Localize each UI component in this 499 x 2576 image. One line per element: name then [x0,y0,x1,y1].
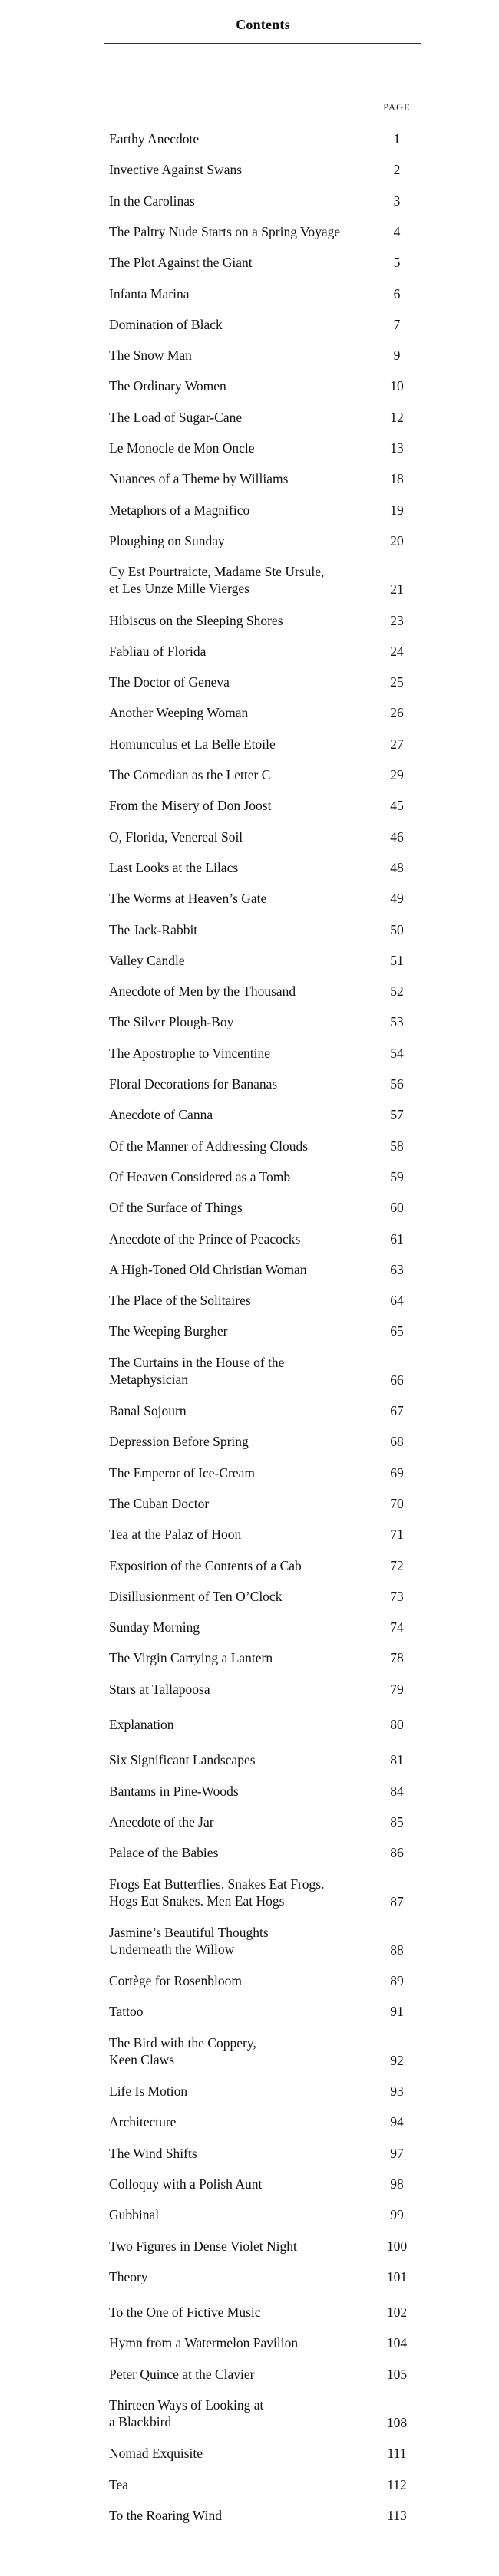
toc-entry-title-line: Another Weeping Woman [109,705,249,721]
toc-entry-title [109,563,379,597]
toc-entry-title-line: The Emperor of Ice-Cream [109,1464,255,1481]
toc-entry-page: 99 [390,2207,404,2223]
toc-entry-page: 100 [386,2238,408,2254]
toc-entry-title [109,1168,379,1185]
toc-entry-title-line: The Load of Sugar-Cane [109,409,243,425]
toc-entry-title-line: From the Misery of Don Joost [109,798,272,814]
toc-entry-page: 70 [390,1495,404,1511]
toc-entry-title-line: Tattoo [109,2004,144,2020]
toc-entry-title [109,2445,379,2462]
toc-entry-page: 26 [390,705,404,721]
toc-entry-page: 60 [390,1200,404,1216]
toc-entry-title-line: The Paltry Nude Starts on a Spring Voyage [109,223,341,239]
toc-entry-title-line: Six Significant Landscapes [109,1752,256,1768]
toc-entry-page: 59 [390,1168,404,1184]
toc-entry-page: 67 [390,1403,404,1418]
toc-entry-title [109,2507,379,2524]
toc-entry-page: 21 [390,581,404,598]
toc-entry-page: 68 [390,1434,404,1450]
toc-entry-title [109,1230,379,1247]
toc-entry-page: 6 [393,285,401,301]
toc-entry-title [109,2034,379,2068]
toc-entry-title [109,1261,379,1278]
toc-entry-title [109,532,379,549]
toc-entry-page: 71 [390,1527,404,1543]
toc-entry-page: 78 [390,1650,404,1666]
toc-entry-page: 79 [390,1681,404,1697]
toc-entry-title [109,1138,379,1155]
toc-entry-title-line: The Wind Shifts [109,2145,197,2161]
toc-entry-title-line: Earthy Anecdote [109,131,200,147]
toc-entry-title-line: Anecdote of the Jar [109,1813,214,1830]
toc-entry-title-line: Tea [109,2476,129,2492]
toc-entry-title [109,736,379,753]
toc-entry-title [109,1292,379,1309]
toc-entry-title-line: The Weeping Burgher [109,1323,228,1339]
toc-entry-title-line: Tea at the Palaz of Hoon [109,1527,242,1543]
toc-entry-title-line: Metaphors of a Magnifico [109,502,250,518]
toc-entry-title-line: Frogs Eat Butterflies. Snakes Eat Frogs. [109,1876,325,1892]
toc-entry-title [109,2476,379,2493]
toc-entry-title [109,470,379,487]
page-header [104,0,421,44]
toc-entry-title-line: The Doctor of Geneva [109,674,230,690]
toc-entry-title-line: Gubbinal [109,2207,160,2223]
toc-entry-title [109,1433,379,1450]
toc-entry-page: 13 [390,440,404,456]
toc-entry-title [109,1495,379,1512]
toc-entry-title-line: Colloquy with a Polish Aunt [109,2176,263,2192]
toc-entry-title [109,1876,379,1909]
toc-entry-title [109,1844,379,1861]
toc-entry-title [109,704,379,721]
toc-entry-title-line: Thirteen Ways of Looking at [109,2397,264,2413]
toc-entry-page: 58 [390,1138,404,1154]
toc-entry-title [109,2176,379,2192]
toc-entry-page: 64 [390,1293,404,1309]
toc-entry-page: 45 [390,798,404,814]
toc-entry-title [109,440,379,456]
toc-entry-title-line: Palace of the Babies [109,1845,219,1861]
toc-entry-title-line: Ploughing on Sunday [109,532,225,548]
toc-entry-title-line: Theory [109,2268,148,2284]
toc-entry-title [109,952,379,969]
toc-entry-title [109,254,379,271]
toc-entry-title [109,1013,379,1030]
toc-entry-page: 69 [390,1464,404,1481]
toc-entry-page: 7 [393,316,401,332]
toc-entry-title [109,502,379,519]
toc-entry-title [109,1199,379,1216]
toc-entry-page: 102 [386,2304,408,2321]
toc-entry-page: 54 [390,1045,404,1061]
toc-entry-page: 25 [390,674,404,690]
toc-entry-title [109,674,379,690]
toc-entry-title [109,1354,379,1388]
toc-entry-page: 9 [393,348,401,364]
toc-entry-title [109,983,379,1000]
toc-entry-page: 104 [386,2335,408,2351]
toc-entry-page: 66 [390,1372,404,1388]
toc-entry-title-line: The Virgin Carrying a Lantern [109,1650,273,1666]
toc-entry-title [109,1751,379,1768]
toc-entry-title-line: The Cuban Doctor [109,1495,210,1511]
toc-entry-title-line: A High-Toned Old Christian Woman [109,1261,307,1277]
toc-entry-title-line: Keen Claws [109,2051,175,2067]
toc-entry-title [109,1783,379,1800]
toc-entry-page: 20 [390,532,404,548]
toc-entry-page: 57 [390,1107,404,1123]
toc-entry-title [109,797,379,814]
toc-entry-page: 72 [390,1557,404,1573]
toc-entry-page: 74 [390,1619,404,1636]
toc-entry-page: 61 [390,1230,404,1247]
toc-entry-title [109,828,379,845]
toc-entry-title-line: Sunday Morning [109,1619,200,1636]
toc-entry-page: 81 [390,1752,404,1768]
toc-entry-page: 53 [390,1014,404,1030]
toc-entry-title [109,2304,379,2321]
toc-entry-page: 18 [390,471,404,487]
toc-entry-title-line: Of the Surface of Things [109,1200,243,1216]
toc-entry-title-line: Of Heaven Considered as a Tomb [109,1168,291,1184]
toc-entry-title-line: Last Looks at the Lilacs [109,859,239,875]
toc-entry-page: 10 [390,378,404,394]
toc-entry-title-line: a Blackbird [109,2414,172,2429]
toc-entry-page: 98 [390,2176,404,2192]
toc-entry-page: 87 [390,1893,404,1909]
toc-entry-title-line: The Comedian as the Letter C [109,767,271,782]
toc-entry-title-line: Exposition of the Contents of a Cab [109,1557,302,1573]
toc-entry-page: 23 [390,612,404,628]
toc-entry-page: 89 [390,1973,404,1989]
toc-entry-title-line: The Plot Against the Giant [109,255,253,271]
toc-entry-page: 29 [390,767,404,782]
toc-entry-title-line: The Place of the Solitaires [109,1293,251,1309]
toc-entry-title [109,1588,379,1605]
toc-entry-title-line: The Bird with the Coppery, [109,2034,256,2051]
toc-entry-title-line: Underneath the Willow [109,1941,235,1957]
toc-entry-title-line: In the Carolinas [109,193,195,209]
toc-entry-page: 94 [390,2114,404,2130]
toc-entry-title-line: The Apostrophe to Vincentine [109,1045,271,1061]
toc-entry-title-line: Anecdote of the Prince of Peacocks [109,1230,301,1247]
toc-entry-page: 108 [386,2415,408,2430]
toc-entry-page: 5 [393,255,401,271]
toc-entry-title [109,1106,379,1123]
toc-entry-title-line: The Silver Plough-Boy [109,1014,234,1030]
toc-entry-page: 73 [390,1588,404,1604]
toc-entry-title-line: Floral Decorations for Bananas [109,1076,278,1092]
toc-entry-page: 91 [390,2004,404,2020]
toc-entry-page: 112 [387,2476,407,2492]
toc-entry-title-line: Life Is Motion [109,2084,188,2099]
toc-entry-page: 63 [390,1261,404,1277]
toc-entry-title-line: Hogs Eat Snakes. Men Eat Hogs [109,1892,285,1909]
toc-entry-title [109,1619,379,1636]
toc-entry-title [109,1402,379,1419]
toc-entry-title [109,130,379,147]
toc-entry-page: 80 [390,1717,404,1732]
toc-entry-page: 56 [390,1076,404,1092]
toc-entry-title-line: Hibiscus on the Sleeping Shores [109,612,283,628]
toc-entry-title-line: Cy Est Pourtraicte, Madame Ste Ursule, [109,564,325,580]
toc-entry-title-line: Domination of Black [109,316,223,332]
toc-entry-title-line: Valley Candle [109,952,185,968]
toc-entry-title [109,161,379,178]
toc-entry-title-line: Hymn from a Watermelon Pavilion [109,2335,299,2351]
toc-entry-title [109,193,379,209]
toc-entry-title [109,643,379,660]
toc-entry-title-line: Fabliau of Florida [109,643,207,659]
toc-entry-page: 50 [390,921,404,937]
toc-entry-page: 88 [390,1942,404,1958]
toc-entry-title-line: Of the Manner of Addressing Clouds [109,1138,309,1154]
toc-entry-title-line: et Les Unze Mille Vierges [109,581,250,597]
toc-entry-page: 92 [390,2052,404,2068]
toc-entry-page: 85 [390,1813,404,1830]
toc-entry-title-line: The Curtains in the House of the [109,1354,285,1370]
toc-entry-title-line: Nomad Exquisite [109,2446,203,2462]
toc-entry-title [109,1649,379,1666]
toc-entry-title [109,2113,379,2130]
toc-entry-page: 51 [390,952,404,968]
toc-entry-title-line: Peter Quince at the Clavier [109,2366,255,2382]
page-column-heading: PAGE [383,102,411,113]
toc-entry-title-line: Stars at Tallapoosa [109,1681,210,1697]
toc-entry-page: 19 [390,502,404,518]
toc-entry-title-line: Invective Against Swans [109,162,243,178]
toc-entry-title [109,1813,379,1830]
toc-entry-title [109,859,379,876]
toc-entry-title-line: Depression Before Spring [109,1434,249,1450]
toc-entry-title [109,285,379,302]
toc-entry-title-line: To the Roaring Wind [109,2507,222,2523]
toc-entry-page: 111 [387,2446,407,2462]
toc-entry-title-line: Explanation [109,1717,174,1732]
toc-entry-title [109,2238,379,2255]
toc-entry-page: 2 [393,162,401,178]
toc-entry-page: 1 [393,131,401,147]
toc-entry-title [109,347,379,364]
toc-entry-page: 27 [390,736,404,752]
toc-entry-page: 52 [390,983,404,1000]
toc-entry-title [109,2003,379,2020]
toc-entry-title-line: The Snow Man [109,348,192,364]
toc-entry-title [109,1972,379,1989]
toc-entry-title-line: The Jack-Rabbit [109,921,198,937]
toc-entry-page: 48 [390,859,404,875]
toc-entry-title-line: The Ordinary Women [109,378,226,394]
toc-entry-title [109,890,379,907]
toc-entry-title [109,2145,379,2162]
toc-entry-title [109,766,379,783]
toc-entry-page: 101 [386,2268,408,2284]
toc-entry-page: 3 [393,193,401,209]
toc-entry-title-line: Cortège for Rosenbloom [109,1973,243,1989]
toc-entry-page: 4 [393,223,401,239]
toc-entry-title [109,1681,379,1698]
toc-entry-title-line: Infanta Marina [109,285,190,301]
toc-entry-title [109,1557,379,1574]
toc-entry-page: 113 [387,2507,407,2523]
toc-entry-title [109,1924,379,1958]
toc-entry-title [109,1076,379,1092]
toc-entry-title-line: Banal Sojourn [109,1403,187,1418]
toc-entry-title [109,2206,379,2223]
toc-entry-title [109,2083,379,2100]
toc-entry-page: 46 [390,828,404,845]
toc-entry-title [109,223,379,240]
toc-entry-title-line: Anecdote of Canna [109,1107,213,1123]
toc-entry-title-line: Anecdote of Men by the Thousand [109,983,296,1000]
toc-entry-title-line: Metaphysician [109,1371,189,1387]
toc-entry-title-line: Architecture [109,2114,177,2130]
toc-entry-page: 86 [390,1845,404,1861]
toc-entry-page: 49 [390,891,404,907]
toc-entry-title [109,612,379,629]
toc-entry-title-line: Le Monocle de Mon Oncle [109,440,255,456]
toc-entry-title-line: Homunculus et La Belle Etoile [109,736,276,752]
toc-entry-title [109,921,379,938]
toc-entry-title-line: Two Figures in Dense Violet Night [109,2238,297,2254]
toc-entry-page: 12 [390,409,404,425]
toc-entry-page: 84 [390,1783,404,1799]
toc-entry-title [109,2396,379,2430]
toc-entry-title [109,1526,379,1543]
toc-entry-title-line: The Worms at Heaven’s Gate [109,891,267,907]
page-title: Contents [236,17,290,32]
toc-entry-title-line: Disillusionment of Ten O’Clock [109,1588,283,1604]
toc-entry-page: 97 [390,2145,404,2161]
toc-entry-title [109,1045,379,1062]
toc-entry-title [109,377,379,394]
toc-entry-title [109,2366,379,2383]
toc-entry-title-line: O, Florida, Venereal Soil [109,828,243,845]
toc-entry-page: 24 [390,643,404,659]
toc-entry-page: 65 [390,1323,404,1339]
toc-entry-title [109,409,379,426]
toc-entry-title-line: To the One of Fictive Music [109,2304,261,2321]
toc-entry-title [109,1464,379,1481]
toc-entry-title [109,2334,379,2351]
toc-entry-title-line: Bantams in Pine-Woods [109,1783,239,1799]
toc-entry-page: 105 [386,2366,408,2382]
toc-entry-page: 93 [390,2084,404,2099]
toc-entry-title [109,2268,379,2285]
toc-entry-title-line: Nuances of a Theme by Williams [109,471,289,487]
toc-entry-title [109,1323,379,1339]
toc-entry-title [109,316,379,333]
toc-entry-title [109,1716,379,1733]
toc-entry-title-line: Jasmine’s Beautiful Thoughts [109,1924,269,1940]
